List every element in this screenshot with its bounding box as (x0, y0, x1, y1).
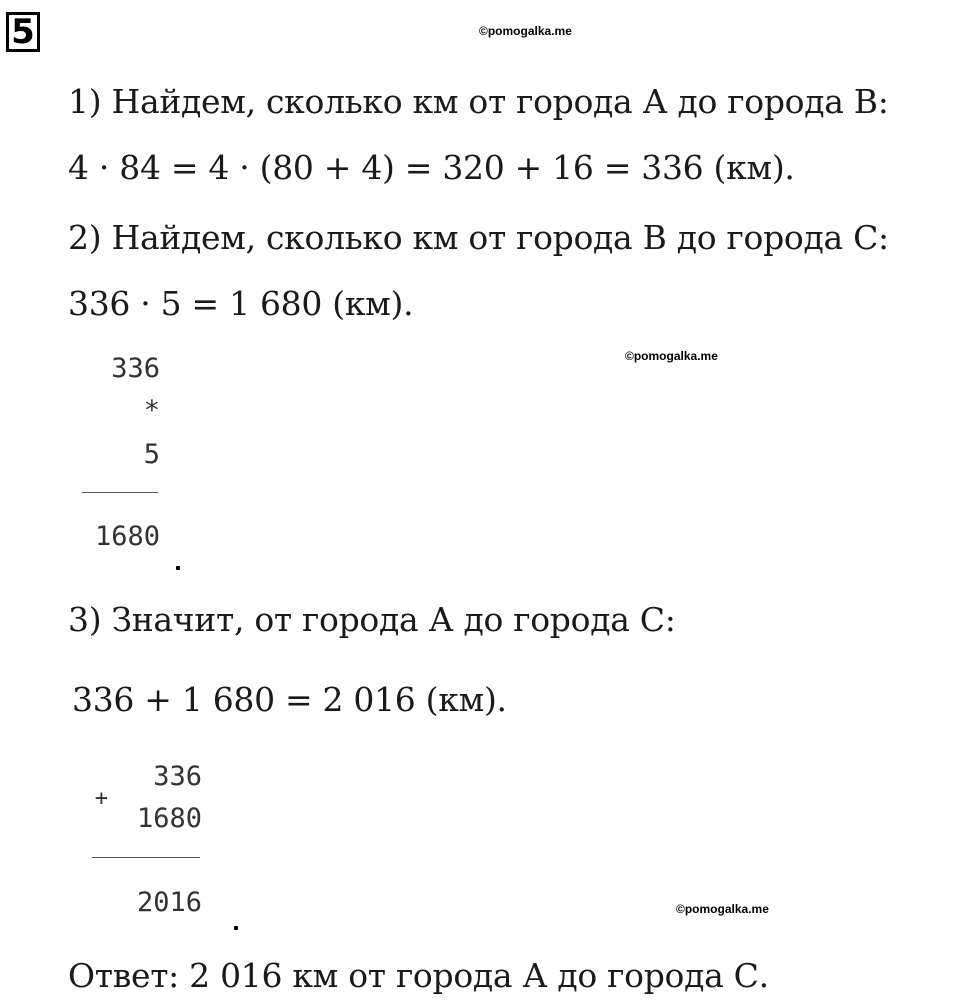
multiplication-operator: * (143, 395, 160, 426)
task-number-badge: 5 (6, 12, 40, 52)
watermark: ©pomogalka.me (625, 349, 718, 363)
step2-title: 2) Найдем, сколько км от города В до города С: (68, 218, 889, 257)
multiplication-top-number: 336 (111, 353, 160, 384)
step1-calculation: 4 · 84 = 4 · (80 + 4) = 320 + 16 = 336 (км). (68, 148, 795, 187)
multiplication-bottom-number: 5 (143, 439, 160, 470)
answer: Ответ: 2 016 км от города А до города С. (68, 956, 769, 995)
step1-title: 1) Найдем, сколько км от города А до города В: (68, 82, 889, 121)
watermark: ©pomogalka.me (676, 902, 769, 916)
multiplication-result: 1680 (94, 521, 160, 552)
addition-result: 2016 (136, 887, 202, 918)
multiplication-period (176, 566, 180, 570)
step3-calculation: 336 + 1 680 = 2 016 (км). (72, 680, 507, 719)
addition-rule (92, 857, 200, 858)
step3-title: 3) Значит, от города А до города С: (68, 600, 676, 639)
addition-bottom-number: 1680 (136, 803, 202, 834)
multiplication-rule (82, 492, 158, 493)
step2-calculation: 336 · 5 = 1 680 (км). (68, 284, 414, 323)
watermark: ©pomogalka.me (479, 24, 572, 38)
addition-period (234, 926, 238, 930)
addition-operator: + (94, 786, 108, 811)
addition-top-number: 336 (153, 761, 202, 792)
